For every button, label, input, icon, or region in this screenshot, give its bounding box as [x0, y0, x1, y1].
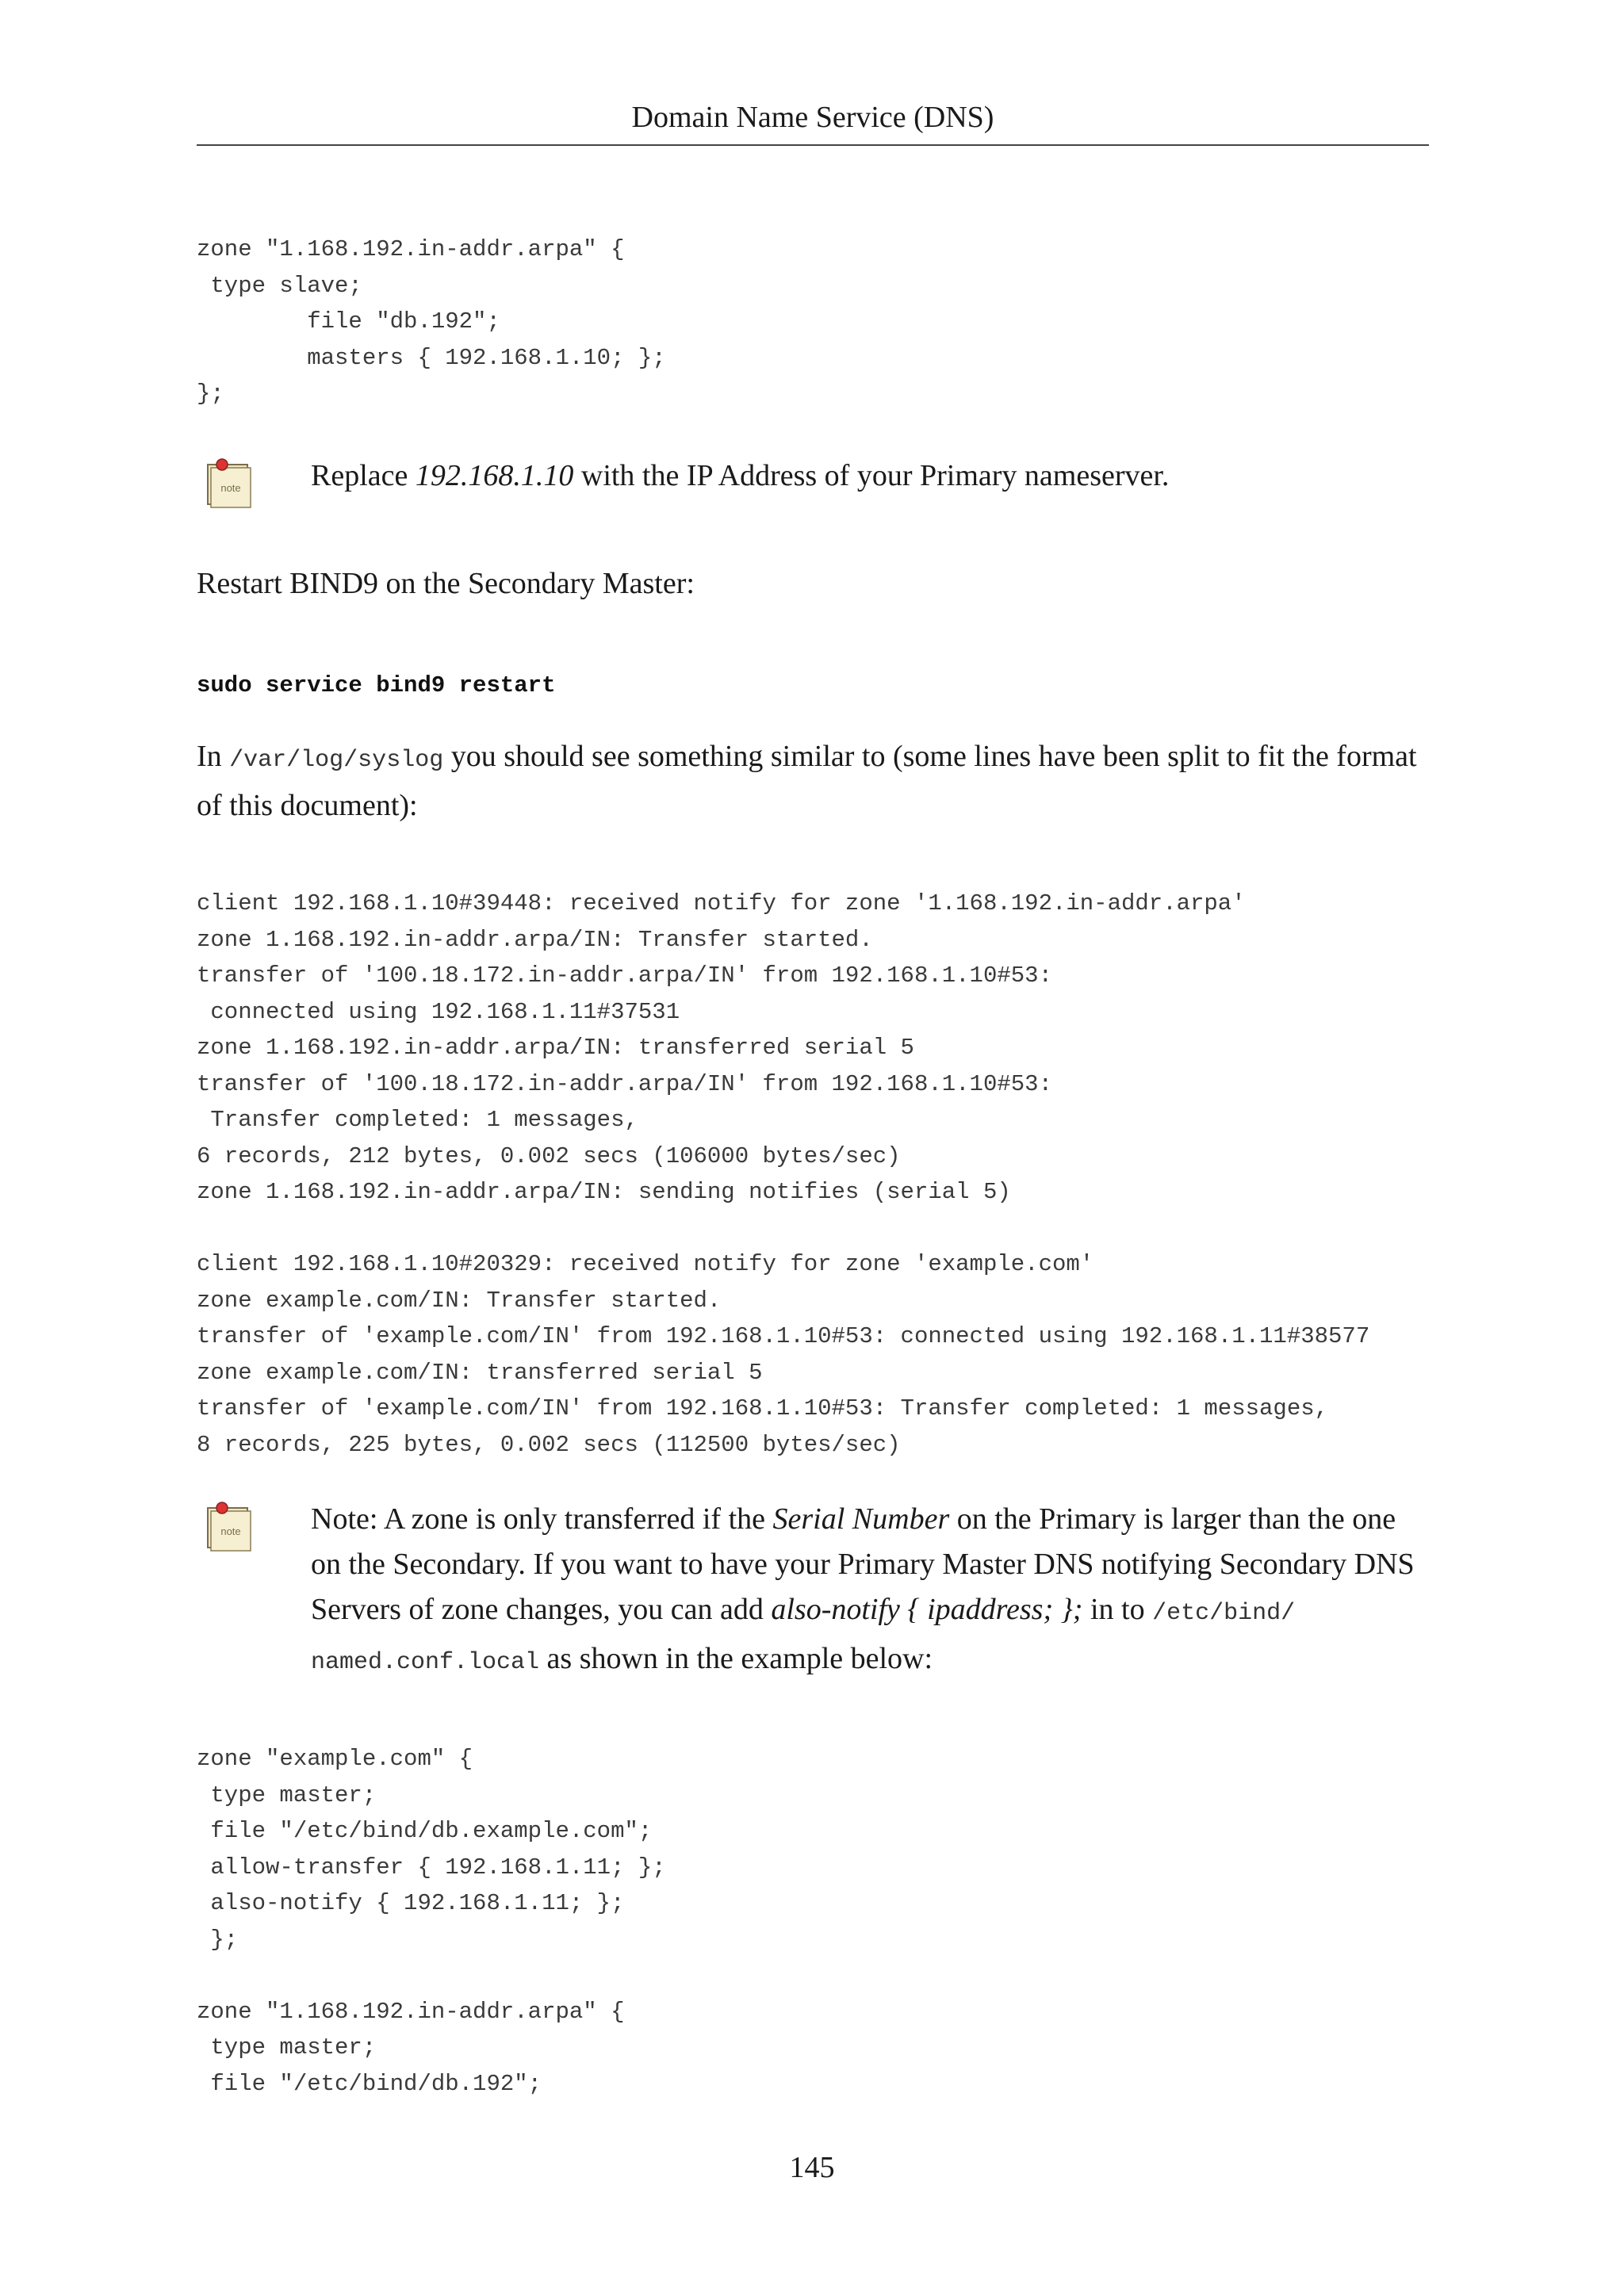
page-header: [197, 95, 1429, 146]
restart-command: sudo service bind9 restart: [197, 672, 556, 698]
note-icon: [205, 1497, 252, 1552]
syslog-path: /var/log/syslog: [229, 747, 444, 774]
svg-text:note: note: [220, 482, 241, 494]
svg-text:note: note: [220, 1525, 241, 1537]
page-number: 145: [789, 2151, 835, 2184]
page-title: Domain Name Service (DNS): [631, 101, 994, 134]
restart-intro: Restart BIND9 on the Secondary Master:: [197, 567, 695, 600]
note-replace-ip-text: Replace 192.168.1.10 with the IP Address of your Primary nameserver.: [311, 459, 1170, 492]
note-icon: [205, 453, 252, 509]
syslog-intro: In /var/log/syslog you should see something similar to (some lines have been split to fit the format of this document):: [197, 740, 1417, 822]
code-block-slave-zone: zone "1.168.192.in-addr.arpa" { type slave; file "db.192"; masters { 192.168.1.10; }; };: [197, 236, 666, 407]
code-block-syslog: client 192.168.1.10#39448: received notify for zone '1.168.192.in-addr.arpa' zone 1.168.192.in-addr.arpa/IN: Transfer started. transfer of '100.18.172.in-addr.arpa/IN' from 192.168.1.10#53: connected using 192.168.1.11#37531 zone 1.168.192.in-addr.arpa/IN: transferred serial 5 transfer of '100.18.172.in-addr.arpa/IN' from 192.168.1.10#53: Transfer completed: 1 messages, 6 records, 212 bytes, 0.002 secs (106000 bytes/sec) zone 1.168.192.in-addr.arpa/IN: sending notifies (serial 5) client 192.168.1.10#20329: received notify for zone 'example.com' zone example.com/IN: Transfer started. transfer of 'example.com/IN' from 192.168.1.10#53: connected using 192.168.1.11#38577 zone example.com/IN: transferred serial 5 transfer of 'example.com/IN' from 192.168.1.10#53: Transfer completed: 1 messages, 8 records, 225 bytes, 0.002 secs (112500 bytes/sec): [197, 890, 1370, 1458]
note-serial-number-text: Note: A zone is only transferred if the Serial Number on the Primary is larger than the one on the Secondary. If you want to have your Primary Master DNS notifying Secondary DNS Servers of zone changes, you can add also-notify { ipaddress; }; in to /etc/bind/ named.conf.local as shown in the example below:: [311, 1502, 1415, 1676]
code-block-master-zones: zone "example.com" { type master; file "/etc/bind/db.example.com"; allow-transfer { 192.168.1.11; }; also-notify { 192.168.1.11; }; }; zone "1.168.192.in-addr.arpa" { type master; file "/etc/bind/db.192";: [197, 1746, 666, 2097]
named-conf-path: /etc/bind/ named.conf.local: [311, 1600, 1296, 1676]
